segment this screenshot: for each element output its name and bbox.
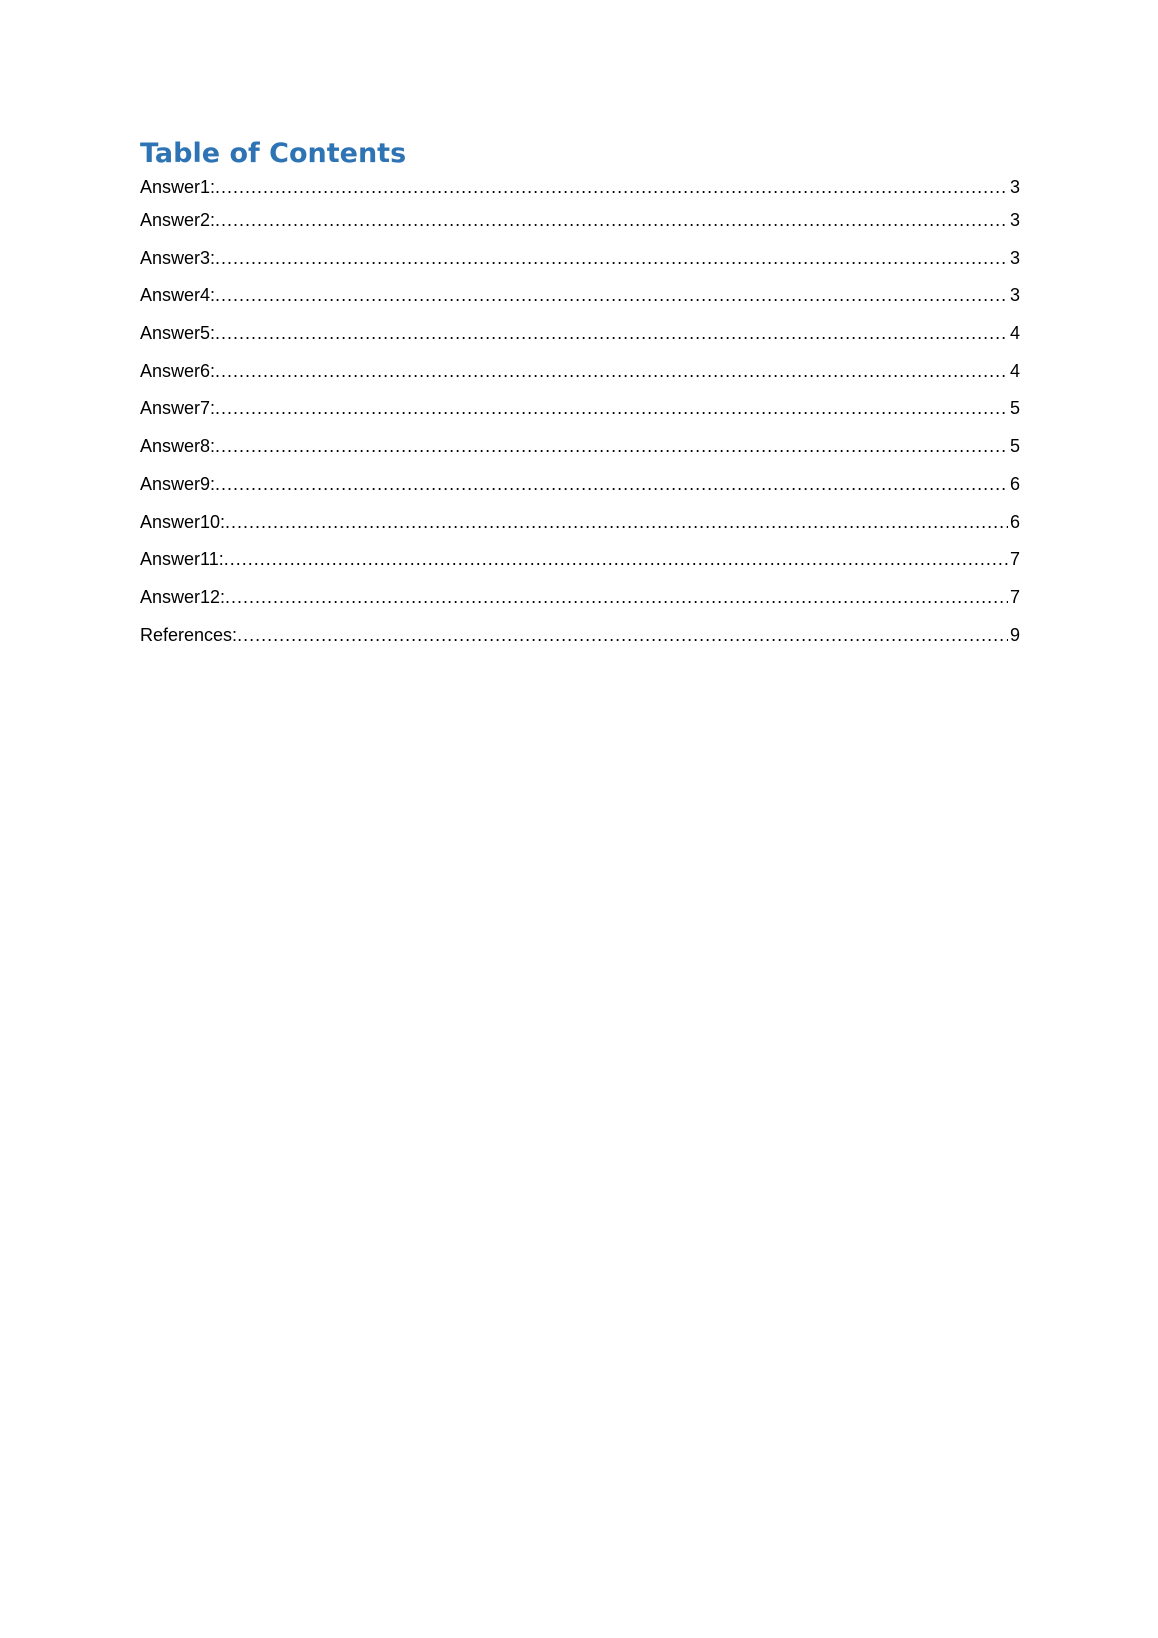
toc-dot-leader: [237, 617, 1008, 655]
toc-entry-answer10[interactable]: [140, 504, 1020, 542]
toc-entry-label: Answer7:: [140, 398, 216, 419]
toc-dot-leader: [215, 315, 1008, 353]
toc-entry-label: Answer6:: [140, 360, 216, 381]
toc-page-number: 6: [1009, 473, 1020, 494]
toc-entry-references[interactable]: [140, 617, 1020, 655]
toc-page-number: 3: [1009, 247, 1020, 268]
toc-dot-leader: [225, 579, 1008, 617]
toc-entry-label: Answer11:: [140, 549, 224, 570]
toc-entry-answer6[interactable]: [140, 353, 1020, 391]
toc-entry-label: Answer1:: [140, 177, 216, 197]
toc-entry-answer3[interactable]: [140, 240, 1020, 278]
toc-entry-answer7[interactable]: [140, 390, 1020, 428]
toc-dot-leader: [215, 240, 1008, 278]
toc-dot-leader: [225, 504, 1008, 542]
toc-entry-answer12[interactable]: [140, 579, 1020, 617]
toc-entry-label: Answer8:: [140, 436, 216, 457]
toc-entry-label: Answer4:: [140, 285, 216, 306]
table-of-contents: [140, 136, 1020, 654]
toc-list: [140, 172, 1020, 654]
toc-dot-leader: [224, 541, 1008, 579]
toc-dot-leader: [215, 202, 1008, 240]
toc-page-number: 3: [1009, 210, 1020, 230]
toc-page-number: 4: [1009, 360, 1020, 381]
toc-page-number: 9: [1009, 624, 1020, 645]
toc-entry-label: Answer3:: [140, 247, 216, 268]
toc-entry-label: Answer10:: [140, 511, 226, 532]
toc-page-number: 5: [1009, 398, 1020, 419]
toc-entry-answer2[interactable]: [140, 202, 1020, 240]
toc-entry-label: Answer2:: [140, 210, 216, 230]
toc-entry-label: Answer5:: [140, 323, 216, 344]
toc-dot-leader: [215, 277, 1008, 315]
toc-entry-answer4[interactable]: [140, 277, 1020, 315]
toc-entry-answer11[interactable]: [140, 541, 1020, 579]
toc-dot-leader: [215, 172, 1008, 202]
toc-entry-label: Answer12:: [140, 586, 226, 607]
toc-dot-leader: [215, 353, 1008, 391]
toc-page-number: 7: [1009, 549, 1020, 570]
toc-page-number: 3: [1009, 177, 1020, 197]
toc-dot-leader: [215, 466, 1008, 504]
toc-entry-label: References:: [140, 624, 238, 645]
toc-entry-answer1[interactable]: [140, 172, 1020, 202]
toc-entry-label: Answer9:: [140, 473, 216, 494]
toc-page-number: 7: [1009, 586, 1020, 607]
toc-entry-answer5[interactable]: [140, 315, 1020, 353]
toc-page-number: 3: [1009, 285, 1020, 306]
toc-entry-answer8[interactable]: [140, 428, 1020, 466]
toc-heading: Table of Contents: [140, 138, 407, 169]
toc-page-number: 6: [1009, 511, 1020, 532]
toc-page-number: 5: [1009, 436, 1020, 457]
toc-dot-leader: [215, 390, 1008, 428]
toc-page-number: 4: [1009, 323, 1020, 344]
toc-entry-answer9[interactable]: [140, 466, 1020, 504]
toc-dot-leader: [215, 428, 1008, 466]
